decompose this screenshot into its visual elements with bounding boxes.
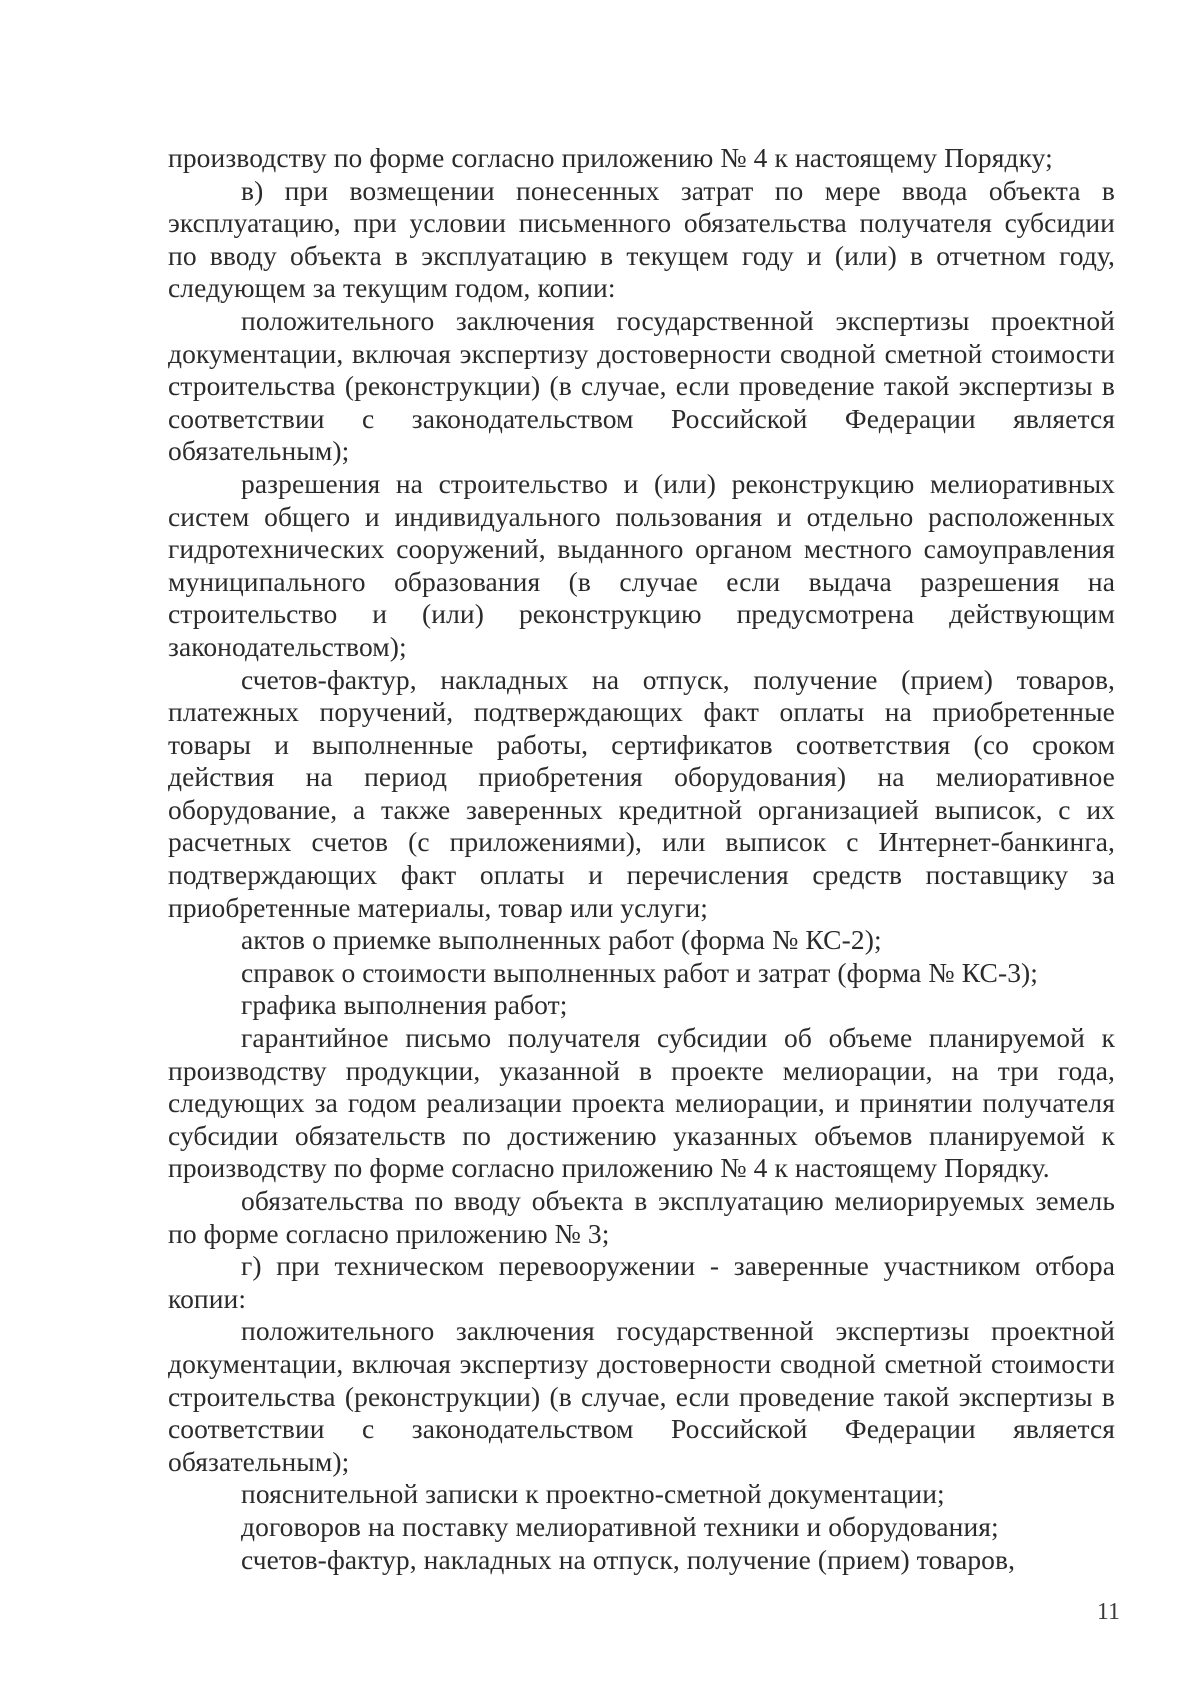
paragraph-invoices-2: счетов-фактур, накладных на отпуск, получение (прием) товаров,	[241, 1543, 1016, 1575]
paragraph-supply-contracts: договоров на поставку мелиоративной техники и оборудования;	[241, 1510, 999, 1542]
paragraph-expertise-conclusion-2: положительного заключения государственной экспертизы проектной документации, включая экспертизу достоверности сводной сметной стоимости строительства (реконструкции) (в случае, если проведение такой экспертизы в соответствии с законодательством Российской Федерации является обязательным);	[168, 1315, 1115, 1477]
paragraph-ks3-certificates: справок о стоимости выполненных работ и затрат (форма № КС-3);	[241, 956, 1039, 988]
paragraph-invoices: счетов-фактур, накладных на отпуск, получение (прием) товаров, платежных поручений, подтверждающих факт оплаты на приобретенные товары и выполненные работы, сертификатов соответствия (со сроком действия на период приобретения оборудования) на мелиоративное оборудование, а также заверенных кредитной организацией выписок, с их расчетных счетов (с приложениями), или выписок с Интернет-банкинга, подтверждающих факт оплаты и перечисления средств поставщику за приобретенные материалы, товар или услуги;	[168, 663, 1115, 923]
paragraph-construction-permit: разрешения на строительство и (или) реконструкцию мелиоративных систем общего и индивидуального пользования и отдельно расположенных гидротехнических сооружений, выданного органом местного самоуправления муниципального образования (в случае если выдача разрешения на строительство и (или) реконструкцию предусмотрена действующим законодательством);	[168, 467, 1115, 662]
paragraph-item-g: г) при техническом перевооружении - заверенные участником отбора копии:	[168, 1250, 1115, 1314]
paragraph-ks2-acts: актов о приемке выполненных работ (форма № КС-2);	[241, 924, 882, 956]
paragraph-work-schedule: графика выполнения работ;	[241, 989, 568, 1021]
page-number: 11	[1096, 1599, 1120, 1625]
document-body	[168, 142, 1115, 1576]
paragraph-item-v: в) при возмещении понесенных затрат по мере ввода объекта в эксплуатацию, при условии письменного обязательства получателя субсидии по вводу объекта в эксплуатацию в текущем году и (или) в отчетном году, следующем за текущим годом, копии:	[168, 174, 1115, 304]
paragraph-commissioning-obligation: обязательства по вводу объекта в эксплуатацию мелиорируемых земель по форме согласно приложению № 3;	[168, 1185, 1115, 1249]
paragraph-expertise-conclusion: положительного заключения государственной экспертизы проектной документации, включая экспертизу достоверности сводной сметной стоимости строительства (реконструкции) (в случае, если проведение такой экспертизы в соответствии с законодательством Российской Федерации является обязательным);	[168, 304, 1115, 467]
paragraph-guarantee-letter: гарантийное письмо получателя субсидии об объеме планируемой к производству продукции, указанной в проекте мелиорации, на три года, следующих за годом реализации проекта мелиорации, и принятии получателя субсидии обязательств по достижению указанных объемов планируемой к производству по форме согласно приложению № 4 к настоящему Порядку.	[168, 1022, 1115, 1184]
paragraph-continuation: производству по форме согласно приложению № 4 к настоящему Порядку;	[168, 142, 1053, 173]
paragraph-explanatory-note: пояснительной записки к проектно-сметной документации;	[241, 1478, 945, 1510]
